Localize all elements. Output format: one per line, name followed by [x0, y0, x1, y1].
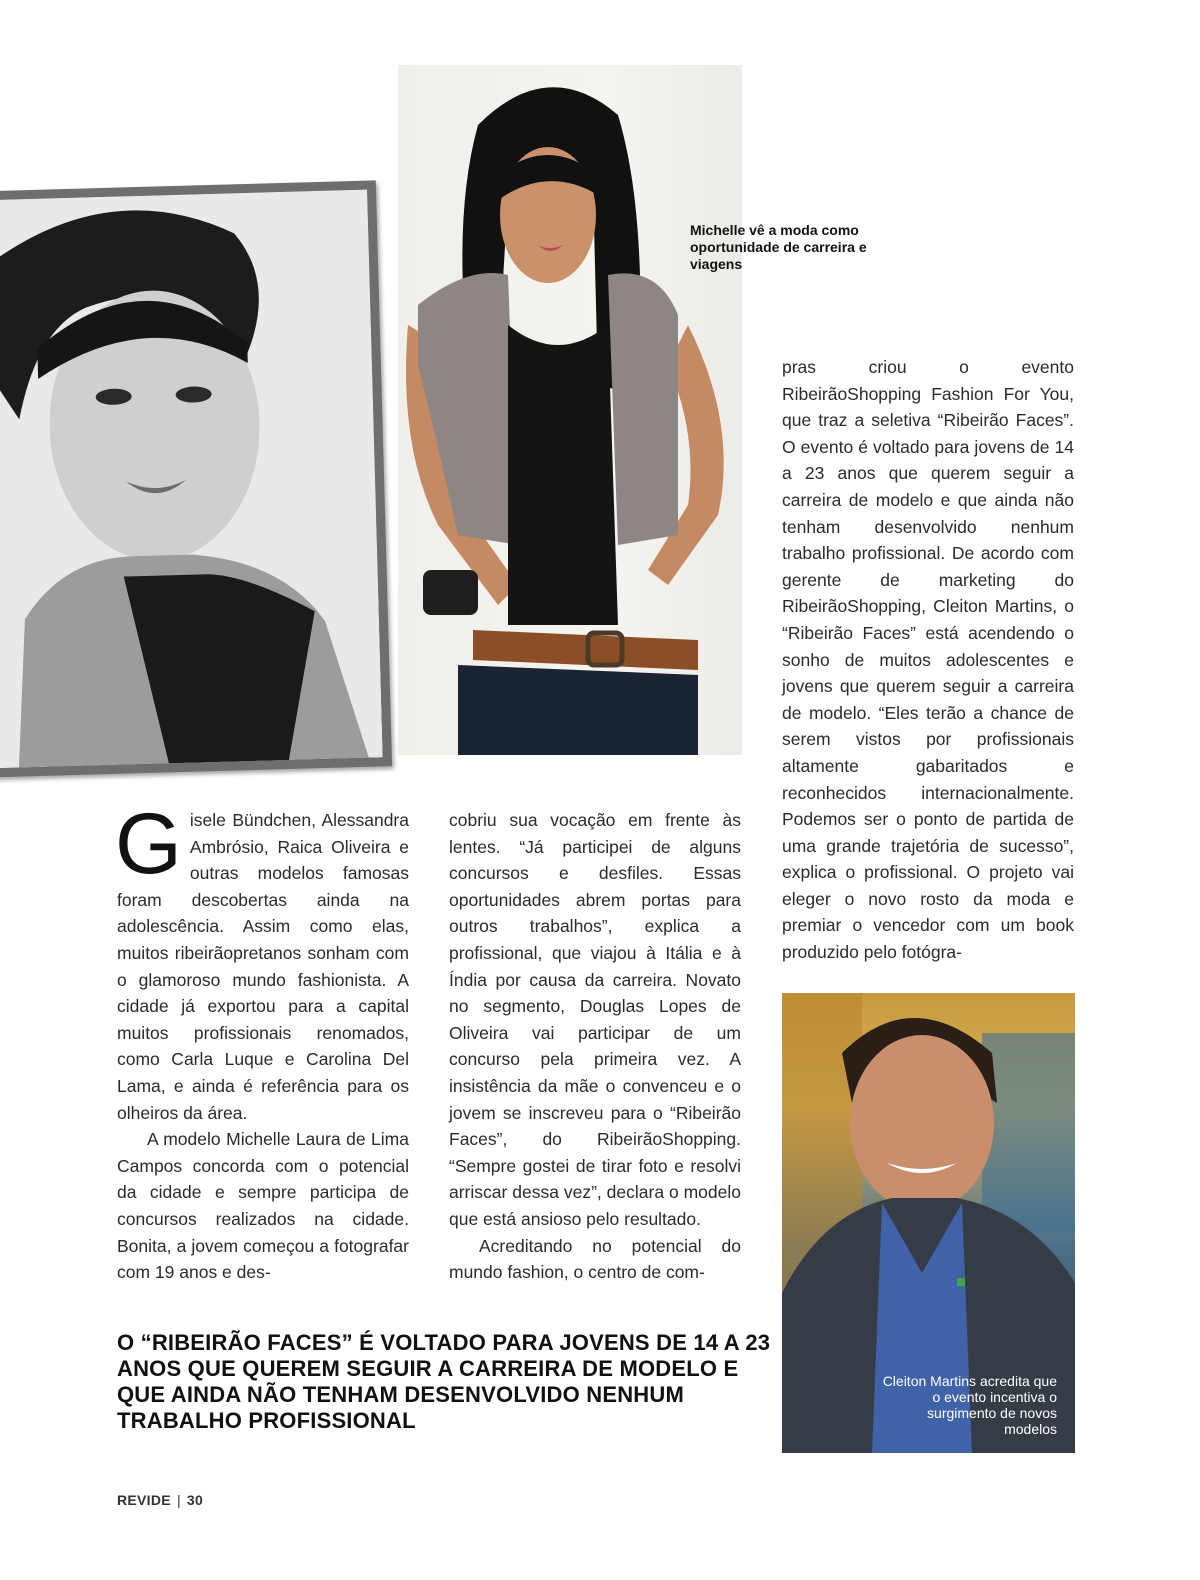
portrait-image: [0, 190, 383, 769]
article-column-3: [782, 354, 1074, 966]
article-paragraph: [115, 796, 409, 1126]
model-illustration: [398, 65, 742, 755]
portrait-photo-bw: [0, 180, 392, 777]
article-paragraph: Acreditando no potencial do mundo fashion, o centro de com-: [449, 1235, 741, 1283]
pull-quote: O “RIBEIRÃO FACES” É VOLTADO PARA JOVENS DE 14 A 23 ANOS QUE QUEREM SEGUIR A CARREIRA DE MODELO E QUE AINDA NÃO TENHAM DESENVOLVIDO NENHUM TRABALHO PROFISSIONAL: [117, 1330, 771, 1433]
model-photo-color: [398, 65, 742, 755]
paragraph-text: isele Bündchen, Alessandra Ambrósio, Raica Oliveira e outras modelos famosas foram descobertas ainda na adolescência. Assim como elas, muitos ribeirãopretanos sonham com o glamoroso mundo fashionista. A cidade já exportou para a capital muitos profissionais renomados, como Carla Luque e Carolina Del Lama, e ainda é referência para os olheiros da área.: [117, 810, 409, 1123]
footer-separator: |: [176, 1492, 181, 1508]
dropcap: G: [115, 796, 182, 892]
article-paragraph: A modelo Michelle Laura de Lima Campos concorda com o potencial da cidade e sempre participa de concursos realizados na cidade. Bonita, a jovem começou a fotografar com 19 anos e des-: [117, 1129, 409, 1283]
caption-cleiton: Cleiton Martins acredita que o evento incentiva o surgimento de novos modelos: [882, 1373, 1057, 1437]
caption-michelle: Michelle vê a moda como oportunidade de carreira e viagens: [690, 222, 867, 272]
article-paragraph: cobriu sua vocação em frente às lentes. “Já participei de alguns concursos e desfiles. Essas oportunidades abrem portas para outros trabalhos”, explica a profissional, que viajou à Itália e à Índia por causa da carreira. Novato no segmento, Douglas Lopes de Oliveira vai participar de um concurso pela primeira vez. A insistência da mãe o convenceu e o jovem se inscreveu para o “Ribeirão Faces”, do RibeirãoShopping. “Sempre gostei de tirar foto e resolvi arriscar dessa vez”, declara o modelo que está ansioso pelo resultado.: [449, 810, 741, 1229]
article-column-2: [449, 807, 741, 1286]
article-column-1: [115, 796, 409, 1286]
magazine-name: REVIDE: [117, 1492, 171, 1508]
article-paragraph: pras criou o evento RibeirãoShopping Fashion For You, que traz a seletiva “Ribeirão Faces”. O evento é voltado para jovens de 14 a 23 anos que querem seguir a carreira de modelo e que ainda não tenham desenvolvido nenhum trabalho profissional. De acordo com gerente de marketing do RibeirãoShopping, Cleiton Martins, o “Ribeirão Faces” está acendendo o sonho de muitos adolescentes e jovens que querem seguir a carreira de modelo. “Eles terão a chance de serem vistos por profissionais altamente gabaritados e reconhecidos internacionalmente. Podemos ser o ponto de partida de uma grande trajetória de sucesso”, explica o profissional. O projeto vai eleger o novo rosto da moda e premiar o vencedor com um book produzido pelo fotógra-: [782, 357, 1074, 963]
cleiton-photo: [782, 993, 1075, 1453]
page-footer: [117, 1492, 203, 1508]
portrait-illustration: [0, 190, 383, 769]
page-number: 30: [186, 1492, 204, 1508]
